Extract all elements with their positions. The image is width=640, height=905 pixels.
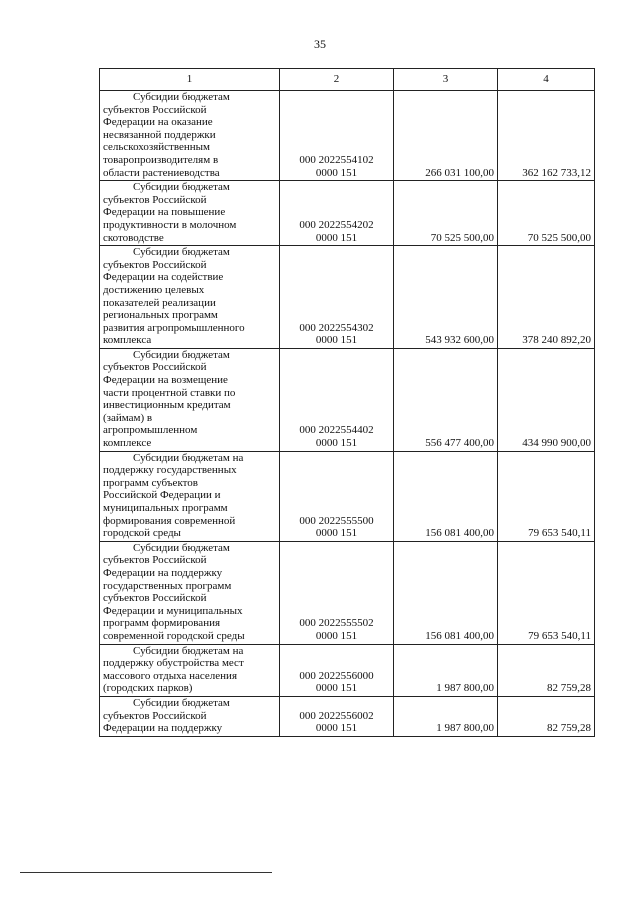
row-code-cell bbox=[280, 246, 394, 349]
name-line: субъектов Российской bbox=[103, 709, 207, 722]
name-line: Субсидии бюджетам на bbox=[133, 451, 244, 464]
name-line: Российской Федерации и bbox=[103, 489, 221, 502]
name-line: Федерации на содействие bbox=[103, 271, 224, 284]
row-col4-value: 378 240 892,20 bbox=[498, 246, 595, 349]
code-line: 000 2022554302 bbox=[299, 321, 374, 334]
row-code-cell bbox=[280, 696, 394, 736]
row-name-cell bbox=[100, 541, 280, 644]
name-line: массового отдыха населения bbox=[103, 669, 238, 682]
table-row bbox=[100, 541, 595, 644]
name-line: скотоводстве bbox=[103, 231, 164, 244]
row-col4-value: 79 653 540,11 bbox=[498, 451, 595, 541]
row-col3-value: 266 031 100,00 bbox=[394, 91, 498, 181]
name-line: формирования современной bbox=[103, 514, 236, 527]
name-line: Субсидии бюджетам bbox=[133, 246, 230, 259]
name-line: региональных программ bbox=[103, 309, 218, 322]
table-row bbox=[100, 644, 595, 696]
name-line: (городских парков) bbox=[103, 682, 193, 695]
name-line: Субсидии бюджетам bbox=[133, 696, 230, 709]
code-line: 0000 151 bbox=[315, 527, 358, 540]
name-line: современной городской среды bbox=[103, 629, 245, 642]
name-line: субъектов Российской bbox=[103, 361, 207, 374]
row-col4-value: 434 990 900,00 bbox=[498, 348, 595, 451]
row-code-cell bbox=[280, 348, 394, 451]
code-line: 000 2022554202 bbox=[299, 218, 374, 231]
code-line: 0000 151 bbox=[315, 166, 358, 179]
name-line: агропромышленном bbox=[103, 424, 198, 437]
code-line: 0000 151 bbox=[315, 334, 358, 347]
header-row bbox=[100, 69, 595, 91]
name-line: сельскохозяйственным bbox=[103, 141, 210, 154]
name-line: субъектов Российской bbox=[103, 592, 207, 605]
row-name-cell bbox=[100, 696, 280, 736]
header-col-3: 3 bbox=[394, 69, 498, 91]
table-row bbox=[100, 91, 595, 181]
row-col3-value: 1 987 800,00 bbox=[394, 696, 498, 736]
name-line: (займам) в bbox=[103, 411, 153, 424]
name-line: субъектов Российской bbox=[103, 103, 207, 116]
name-line: Федерации и муниципальных bbox=[103, 604, 243, 617]
table-row bbox=[100, 696, 595, 736]
header-col-2: 2 bbox=[280, 69, 394, 91]
page-number: 35 bbox=[314, 37, 326, 51]
name-line: Субсидии бюджетам bbox=[133, 91, 230, 103]
table-row bbox=[100, 181, 595, 246]
row-name-cell bbox=[100, 91, 280, 181]
row-col4-value: 362 162 733,12 bbox=[498, 91, 595, 181]
row-col4-value: 70 525 500,00 bbox=[498, 181, 595, 246]
row-col4-value: 82 759,28 bbox=[498, 696, 595, 736]
name-line: государственных программ bbox=[103, 579, 232, 592]
name-line: развития агропромышленного bbox=[103, 321, 245, 334]
budget-table bbox=[99, 68, 595, 737]
row-col3-value: 1 987 800,00 bbox=[394, 644, 498, 696]
name-line: городской среды bbox=[103, 527, 181, 540]
row-code-cell bbox=[280, 91, 394, 181]
name-line: комплекса bbox=[103, 334, 152, 347]
name-line: поддержку государственных bbox=[103, 464, 237, 477]
code-line: 000 2022555500 bbox=[299, 514, 374, 527]
code-line: 0000 151 bbox=[315, 629, 358, 642]
name-line: программ формирования bbox=[103, 617, 221, 630]
code-line: 000 2022555502 bbox=[299, 617, 374, 630]
name-line: товаропроизводителям в bbox=[103, 153, 219, 166]
row-col4-value: 82 759,28 bbox=[498, 644, 595, 696]
name-line: области растениеводства bbox=[103, 166, 220, 179]
code-line: 0000 151 bbox=[315, 437, 358, 450]
name-line: Федерации на поддержку bbox=[103, 566, 223, 579]
row-code-cell bbox=[280, 644, 394, 696]
name-line: Федерации на повышение bbox=[103, 206, 226, 219]
row-col3-value: 156 081 400,00 bbox=[394, 451, 498, 541]
row-col3-value: 156 081 400,00 bbox=[394, 541, 498, 644]
table-row bbox=[100, 246, 595, 349]
name-line: Субсидии бюджетам bbox=[133, 348, 230, 361]
row-name-cell bbox=[100, 348, 280, 451]
name-line: достижению целевых bbox=[103, 283, 205, 296]
name-line: Федерации на возмещение bbox=[103, 374, 228, 387]
name-line: поддержку обустройства мест bbox=[103, 657, 244, 670]
name-line: Субсидии бюджетам на bbox=[133, 644, 244, 657]
name-line: Субсидии бюджетам bbox=[133, 181, 230, 194]
row-col4-value: 79 653 540,11 bbox=[498, 541, 595, 644]
code-line: 000 2022554402 bbox=[299, 424, 374, 437]
name-line: субъектов Российской bbox=[103, 258, 207, 271]
name-line: показателей реализации bbox=[103, 296, 216, 309]
name-line: Субсидии бюджетам bbox=[133, 541, 230, 554]
name-line: муниципальных программ bbox=[103, 502, 228, 514]
row-code-cell bbox=[280, 451, 394, 541]
header-col-1: 1 bbox=[100, 69, 280, 91]
row-name-cell bbox=[100, 644, 280, 696]
name-line: субъектов Российской bbox=[103, 193, 207, 206]
table-row bbox=[100, 348, 595, 451]
name-line: несвязанной поддержки bbox=[103, 128, 216, 141]
row-code-cell bbox=[280, 541, 394, 644]
code-line: 000 2022554102 bbox=[299, 153, 374, 166]
row-col3-value: 543 932 600,00 bbox=[394, 246, 498, 349]
row-name-cell bbox=[100, 246, 280, 349]
name-line: программ субъектов bbox=[103, 476, 198, 489]
row-col3-value: 556 477 400,00 bbox=[394, 348, 498, 451]
footnote-separator bbox=[20, 872, 272, 873]
code-line: 0000 151 bbox=[315, 231, 358, 244]
row-name-cell bbox=[100, 181, 280, 246]
code-line: 000 2022556000 bbox=[299, 669, 374, 682]
table-row bbox=[100, 451, 595, 541]
row-code-cell bbox=[280, 181, 394, 246]
name-line: Федерации на поддержку bbox=[103, 722, 223, 735]
name-line: комплексе bbox=[103, 437, 152, 450]
name-line: части процентной ставки по bbox=[103, 386, 236, 399]
name-line: субъектов Российской bbox=[103, 554, 207, 567]
name-line: инвестиционным кредитам bbox=[103, 399, 231, 412]
code-line: 0000 151 bbox=[315, 722, 358, 735]
row-name-cell bbox=[100, 451, 280, 541]
code-line: 0000 151 bbox=[315, 682, 358, 695]
name-line: Федерации на оказание bbox=[103, 116, 213, 129]
row-col3-value: 70 525 500,00 bbox=[394, 181, 498, 246]
header-col-4: 4 bbox=[498, 69, 595, 91]
code-line: 000 2022556002 bbox=[299, 709, 374, 722]
name-line: продуктивности в молочном bbox=[103, 218, 237, 231]
